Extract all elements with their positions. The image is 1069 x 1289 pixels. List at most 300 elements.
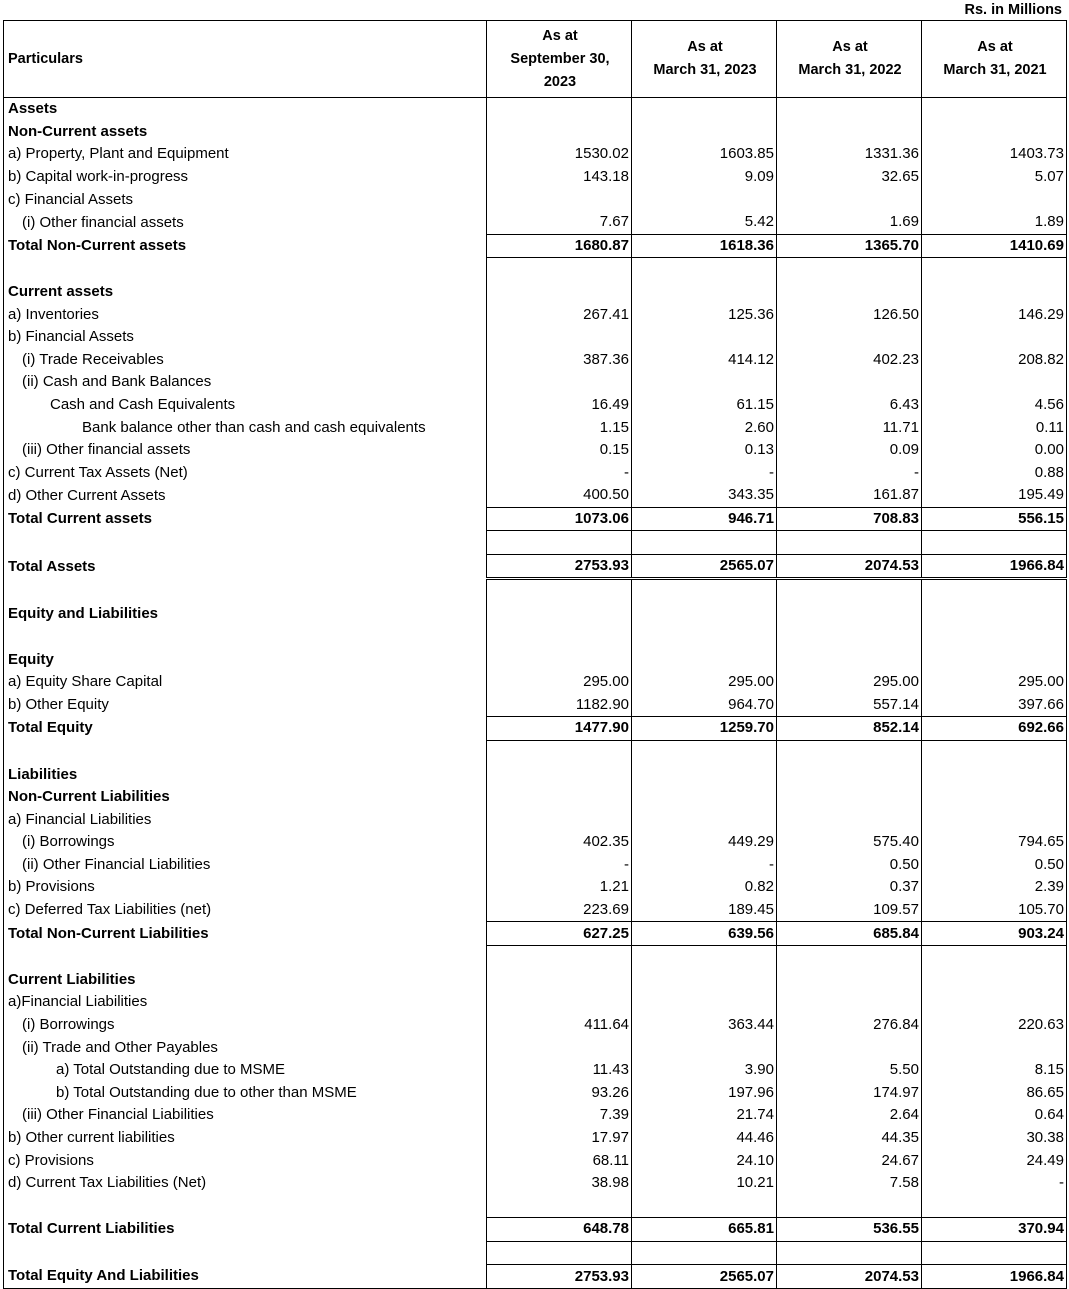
value-mar-2021: 220.63	[922, 1014, 1067, 1037]
row-inv	[4, 303, 1067, 326]
row-assets	[4, 98, 1067, 121]
value-mar-2021: 295.00	[922, 671, 1067, 694]
empty-cell	[777, 808, 922, 831]
empty-cell	[777, 969, 922, 992]
empty-cell	[487, 188, 632, 211]
empty-cell	[487, 808, 632, 831]
empty-cell	[922, 371, 1067, 394]
row-label: c) Current Tax Assets (Net)	[4, 462, 487, 485]
value-mar-2023: 0.82	[632, 876, 777, 899]
row-label: c) Deferred Tax Liabilities (net)	[4, 899, 487, 922]
row-label: (i) Other financial assets	[4, 211, 487, 234]
empty-cell	[487, 786, 632, 809]
row-ppe	[4, 143, 1067, 166]
empty-cell	[777, 98, 922, 121]
empty-cell	[922, 991, 1067, 1014]
spacer-row	[4, 579, 1067, 603]
unit-note: Rs. in Millions	[964, 2, 1062, 18]
row-label: d) Other Current Assets	[4, 484, 487, 507]
value-mar-2022: 1365.70	[777, 234, 922, 258]
value-mar-2023: 44.46	[632, 1127, 777, 1150]
value-sep-2023: 11.43	[487, 1059, 632, 1082]
row-label: Current assets	[4, 281, 487, 304]
empty-cell	[922, 1195, 1067, 1218]
header-row	[4, 21, 1067, 98]
row-ca	[4, 281, 1067, 304]
value-mar-2022: -	[777, 462, 922, 485]
total-row-te	[4, 717, 1067, 741]
row-cbb	[4, 371, 1067, 394]
empty-cell	[632, 371, 777, 394]
empty-cell	[777, 188, 922, 211]
row-ofl1	[4, 854, 1067, 877]
value-mar-2021: 86.65	[922, 1082, 1067, 1105]
empty-cell	[777, 121, 922, 144]
row-cce	[4, 394, 1067, 417]
empty-cell	[487, 258, 632, 281]
empty-cell	[922, 1036, 1067, 1059]
empty-cell	[4, 579, 487, 603]
empty-cell	[922, 603, 1067, 626]
value-mar-2021: 397.66	[922, 693, 1067, 716]
value-mar-2023: 2.60	[632, 416, 777, 439]
value-mar-2023: 10.21	[632, 1172, 777, 1195]
value-mar-2021: 0.64	[922, 1104, 1067, 1127]
value-sep-2023: 627.25	[487, 922, 632, 946]
value-mar-2023: 363.44	[632, 1014, 777, 1037]
value-mar-2023: 61.15	[632, 394, 777, 417]
value-mar-2021: 1403.73	[922, 143, 1067, 166]
row-label: b) Other current liabilities	[4, 1127, 487, 1150]
row-label: Total Current assets	[4, 507, 487, 531]
row-label: Total Current Liabilities	[4, 1218, 487, 1242]
row-oca	[4, 484, 1067, 507]
value-sep-2023: 267.41	[487, 303, 632, 326]
value-sep-2023: 1182.90	[487, 693, 632, 716]
empty-cell	[487, 579, 632, 603]
row-fa	[4, 188, 1067, 211]
empty-cell	[632, 121, 777, 144]
value-sep-2023: 1680.87	[487, 234, 632, 258]
row-cl	[4, 969, 1067, 992]
value-mar-2021: 2.39	[922, 876, 1067, 899]
empty-cell	[777, 326, 922, 349]
header-mar-2021: As at March 31, 2021	[922, 21, 1067, 98]
row-label: (ii) Other Financial Liabilities	[4, 854, 487, 877]
empty-cell	[632, 648, 777, 671]
empty-cell	[777, 945, 922, 968]
total-row-tel	[4, 1265, 1067, 1289]
row-bor1	[4, 831, 1067, 854]
empty-cell	[487, 281, 632, 304]
empty-cell	[922, 945, 1067, 968]
value-mar-2023: 665.81	[632, 1218, 777, 1242]
row-oe	[4, 693, 1067, 716]
value-mar-2021: 5.07	[922, 166, 1067, 189]
value-mar-2021: 0.88	[922, 462, 1067, 485]
value-sep-2023: 387.36	[487, 349, 632, 372]
empty-cell	[777, 1195, 922, 1218]
row-ncl	[4, 786, 1067, 809]
row-ocl	[4, 1127, 1067, 1150]
empty-cell	[487, 326, 632, 349]
value-mar-2021: 8.15	[922, 1059, 1067, 1082]
empty-cell	[487, 648, 632, 671]
value-sep-2023: 1.21	[487, 876, 632, 899]
empty-cell	[4, 740, 487, 763]
value-mar-2021: 208.82	[922, 349, 1067, 372]
row-nmsme	[4, 1082, 1067, 1105]
value-mar-2023: 1618.36	[632, 234, 777, 258]
value-mar-2021: 1410.69	[922, 234, 1067, 258]
value-mar-2021: 556.15	[922, 507, 1067, 531]
row-prov1	[4, 876, 1067, 899]
balance-sheet-table	[3, 20, 1067, 1289]
empty-cell	[632, 603, 777, 626]
value-mar-2022: 557.14	[777, 693, 922, 716]
value-sep-2023: -	[487, 462, 632, 485]
value-sep-2023: 400.50	[487, 484, 632, 507]
value-mar-2021: 195.49	[922, 484, 1067, 507]
value-sep-2023: 17.97	[487, 1127, 632, 1150]
row-label: a) Property, Plant and Equipment	[4, 143, 487, 166]
row-label: Total Equity And Liabilities	[4, 1265, 487, 1289]
row-label: Liabilities	[4, 763, 487, 786]
empty-cell	[777, 531, 922, 555]
value-mar-2022: 11.71	[777, 416, 922, 439]
empty-cell	[632, 281, 777, 304]
total-row-tca	[4, 507, 1067, 531]
value-mar-2021: 1966.84	[922, 1265, 1067, 1289]
value-mar-2022: 1.69	[777, 211, 922, 234]
empty-cell	[922, 786, 1067, 809]
row-label: b) Financial Assets	[4, 326, 487, 349]
row-label: Cash and Cash Equivalents	[4, 394, 487, 417]
row-label: a) Total Outstanding due to MSME	[4, 1059, 487, 1082]
value-mar-2023: 125.36	[632, 303, 777, 326]
spacer-row	[4, 626, 1067, 649]
row-prov2	[4, 1149, 1067, 1172]
spacer-row	[4, 740, 1067, 763]
value-sep-2023: 2753.93	[487, 554, 632, 579]
row-dtl	[4, 899, 1067, 922]
value-sep-2023: 0.15	[487, 439, 632, 462]
empty-cell	[487, 121, 632, 144]
empty-cell	[922, 258, 1067, 281]
value-sep-2023: 2753.93	[487, 1265, 632, 1289]
row-label: a) Inventories	[4, 303, 487, 326]
value-mar-2022: 44.35	[777, 1127, 922, 1150]
empty-cell	[922, 626, 1067, 649]
value-mar-2021: 692.66	[922, 717, 1067, 741]
value-mar-2022: 32.65	[777, 166, 922, 189]
row-label: Current Liabilities	[4, 969, 487, 992]
row-label: d) Current Tax Liabilities (Net)	[4, 1172, 487, 1195]
value-sep-2023: 7.39	[487, 1104, 632, 1127]
value-mar-2022: 5.50	[777, 1059, 922, 1082]
empty-cell	[922, 326, 1067, 349]
row-ofl2	[4, 1104, 1067, 1127]
value-mar-2022: 295.00	[777, 671, 922, 694]
row-label: a) Financial Liabilities	[4, 808, 487, 831]
empty-cell	[632, 740, 777, 763]
empty-cell	[777, 763, 922, 786]
empty-cell	[922, 740, 1067, 763]
empty-cell	[487, 969, 632, 992]
value-mar-2022: 402.23	[777, 349, 922, 372]
value-sep-2023: 1530.02	[487, 143, 632, 166]
value-mar-2023: 295.00	[632, 671, 777, 694]
value-mar-2021: 0.00	[922, 439, 1067, 462]
total-row-tcl	[4, 1218, 1067, 1242]
value-mar-2022: 161.87	[777, 484, 922, 507]
value-mar-2023: 9.09	[632, 166, 777, 189]
empty-cell	[777, 740, 922, 763]
value-mar-2022: 276.84	[777, 1014, 922, 1037]
value-mar-2023: 2565.07	[632, 554, 777, 579]
empty-cell	[632, 188, 777, 211]
row-ofa2	[4, 439, 1067, 462]
empty-cell	[777, 281, 922, 304]
row-eql	[4, 603, 1067, 626]
empty-cell	[632, 786, 777, 809]
empty-cell	[922, 808, 1067, 831]
empty-cell	[922, 763, 1067, 786]
empty-cell	[777, 626, 922, 649]
empty-cell	[777, 1036, 922, 1059]
empty-cell	[487, 763, 632, 786]
value-mar-2022: 685.84	[777, 922, 922, 946]
empty-cell	[487, 1036, 632, 1059]
value-mar-2021: 4.56	[922, 394, 1067, 417]
value-mar-2022: 0.09	[777, 439, 922, 462]
row-label: Total Assets	[4, 554, 487, 579]
row-fa2	[4, 326, 1067, 349]
row-label: b) Other Equity	[4, 693, 487, 716]
row-tr	[4, 349, 1067, 372]
value-mar-2023: 1259.70	[632, 717, 777, 741]
header-mar-2023: As at March 31, 2023	[632, 21, 777, 98]
value-mar-2023: 2565.07	[632, 1265, 777, 1289]
value-mar-2022: 174.97	[777, 1082, 922, 1105]
empty-cell	[922, 969, 1067, 992]
spacer-row	[4, 945, 1067, 968]
empty-cell	[632, 945, 777, 968]
value-mar-2022: 6.43	[777, 394, 922, 417]
row-cwip	[4, 166, 1067, 189]
value-mar-2023: 3.90	[632, 1059, 777, 1082]
row-label: (iii) Other Financial Liabilities	[4, 1104, 487, 1127]
total-row-ta	[4, 554, 1067, 579]
empty-cell	[4, 1195, 487, 1218]
row-nca	[4, 121, 1067, 144]
empty-cell	[632, 969, 777, 992]
row-label: (ii) Trade and Other Payables	[4, 1036, 487, 1059]
spacer-row	[4, 1241, 1067, 1265]
value-mar-2022: 0.37	[777, 876, 922, 899]
row-label: Non-Current Liabilities	[4, 786, 487, 809]
empty-cell	[922, 98, 1067, 121]
empty-cell	[922, 531, 1067, 555]
row-label: Bank balance other than cash and cash equivalents	[4, 416, 487, 439]
row-bb	[4, 416, 1067, 439]
empty-cell	[922, 1241, 1067, 1265]
empty-cell	[922, 188, 1067, 211]
empty-cell	[632, 808, 777, 831]
row-label: Equity	[4, 648, 487, 671]
value-sep-2023: 223.69	[487, 899, 632, 922]
value-mar-2022: 0.50	[777, 854, 922, 877]
row-eq	[4, 648, 1067, 671]
value-mar-2022: 575.40	[777, 831, 922, 854]
empty-cell	[777, 786, 922, 809]
row-label: (i) Trade Receivables	[4, 349, 487, 372]
value-mar-2023: 197.96	[632, 1082, 777, 1105]
empty-cell	[632, 326, 777, 349]
value-sep-2023: 7.67	[487, 211, 632, 234]
value-mar-2022: 536.55	[777, 1218, 922, 1242]
value-mar-2023: 24.10	[632, 1149, 777, 1172]
empty-cell	[487, 945, 632, 968]
empty-cell	[632, 763, 777, 786]
value-mar-2021: 903.24	[922, 922, 1067, 946]
empty-cell	[777, 579, 922, 603]
value-mar-2021: 1.89	[922, 211, 1067, 234]
value-mar-2022: 2.64	[777, 1104, 922, 1127]
value-mar-2023: 449.29	[632, 831, 777, 854]
value-sep-2023: 16.49	[487, 394, 632, 417]
value-mar-2023: 343.35	[632, 484, 777, 507]
spacer-row	[4, 531, 1067, 555]
row-bor2	[4, 1014, 1067, 1037]
value-mar-2021: 0.11	[922, 416, 1067, 439]
value-sep-2023: 648.78	[487, 1218, 632, 1242]
empty-cell	[922, 281, 1067, 304]
row-label: Non-Current assets	[4, 121, 487, 144]
total-row-tnca	[4, 234, 1067, 258]
value-mar-2022: 109.57	[777, 899, 922, 922]
row-label: (i) Borrowings	[4, 831, 487, 854]
empty-cell	[487, 531, 632, 555]
value-mar-2021: 0.50	[922, 854, 1067, 877]
empty-cell	[487, 740, 632, 763]
value-mar-2022: 126.50	[777, 303, 922, 326]
empty-cell	[922, 579, 1067, 603]
value-mar-2022: 24.67	[777, 1149, 922, 1172]
empty-cell	[777, 603, 922, 626]
empty-cell	[4, 945, 487, 968]
value-mar-2023: 946.71	[632, 507, 777, 531]
empty-cell	[487, 991, 632, 1014]
value-sep-2023: 402.35	[487, 831, 632, 854]
row-ofa1	[4, 211, 1067, 234]
row-label: Equity and Liabilities	[4, 603, 487, 626]
value-mar-2023: 414.12	[632, 349, 777, 372]
value-sep-2023: 411.64	[487, 1014, 632, 1037]
empty-cell	[4, 1241, 487, 1265]
value-sep-2023: 1.15	[487, 416, 632, 439]
value-mar-2021: 1966.84	[922, 554, 1067, 579]
value-mar-2021: 24.49	[922, 1149, 1067, 1172]
row-label: (i) Borrowings	[4, 1014, 487, 1037]
row-label: b) Total Outstanding due to other than MSME	[4, 1082, 487, 1105]
row-label: c) Provisions	[4, 1149, 487, 1172]
row-label: Assets	[4, 98, 487, 121]
empty-cell	[487, 98, 632, 121]
value-mar-2021: -	[922, 1172, 1067, 1195]
value-mar-2023: -	[632, 462, 777, 485]
empty-cell	[487, 603, 632, 626]
empty-cell	[632, 258, 777, 281]
row-fl1	[4, 808, 1067, 831]
row-label: (ii) Cash and Bank Balances	[4, 371, 487, 394]
empty-cell	[777, 648, 922, 671]
row-label: a) Equity Share Capital	[4, 671, 487, 694]
empty-cell	[487, 626, 632, 649]
empty-cell	[777, 991, 922, 1014]
row-cta	[4, 462, 1067, 485]
value-mar-2023: 189.45	[632, 899, 777, 922]
value-mar-2021: 105.70	[922, 899, 1067, 922]
value-sep-2023: 1073.06	[487, 507, 632, 531]
value-mar-2021: 30.38	[922, 1127, 1067, 1150]
empty-cell	[4, 531, 487, 555]
value-mar-2023: 639.56	[632, 922, 777, 946]
value-sep-2023: 38.98	[487, 1172, 632, 1195]
empty-cell	[777, 1241, 922, 1265]
row-fl2	[4, 991, 1067, 1014]
value-sep-2023: 295.00	[487, 671, 632, 694]
empty-cell	[487, 1195, 632, 1218]
empty-cell	[487, 1241, 632, 1265]
total-row-tncl	[4, 922, 1067, 946]
empty-cell	[632, 991, 777, 1014]
row-label: Total Equity	[4, 717, 487, 741]
row-label: c) Financial Assets	[4, 188, 487, 211]
empty-cell	[632, 531, 777, 555]
value-sep-2023: 1477.90	[487, 717, 632, 741]
value-mar-2022: 708.83	[777, 507, 922, 531]
header-mar-2022: As at March 31, 2022	[777, 21, 922, 98]
empty-cell	[4, 258, 487, 281]
value-mar-2023: 21.74	[632, 1104, 777, 1127]
header-sep-2023: As at September 30, 2023	[487, 21, 632, 98]
value-sep-2023: -	[487, 854, 632, 877]
value-mar-2022: 2074.53	[777, 554, 922, 579]
value-mar-2021: 370.94	[922, 1218, 1067, 1242]
empty-cell	[632, 579, 777, 603]
value-mar-2023: 964.70	[632, 693, 777, 716]
empty-cell	[632, 1241, 777, 1265]
row-esc	[4, 671, 1067, 694]
value-mar-2023: 5.42	[632, 211, 777, 234]
row-msme	[4, 1059, 1067, 1082]
value-mar-2022: 852.14	[777, 717, 922, 741]
value-mar-2022: 7.58	[777, 1172, 922, 1195]
empty-cell	[777, 371, 922, 394]
row-top	[4, 1036, 1067, 1059]
empty-cell	[632, 626, 777, 649]
value-sep-2023: 93.26	[487, 1082, 632, 1105]
value-mar-2021: 794.65	[922, 831, 1067, 854]
value-mar-2022: 2074.53	[777, 1265, 922, 1289]
value-mar-2023: -	[632, 854, 777, 877]
empty-cell	[922, 648, 1067, 671]
empty-cell	[632, 98, 777, 121]
empty-cell	[4, 626, 487, 649]
row-label: Total Non-Current Liabilities	[4, 922, 487, 946]
empty-cell	[777, 258, 922, 281]
